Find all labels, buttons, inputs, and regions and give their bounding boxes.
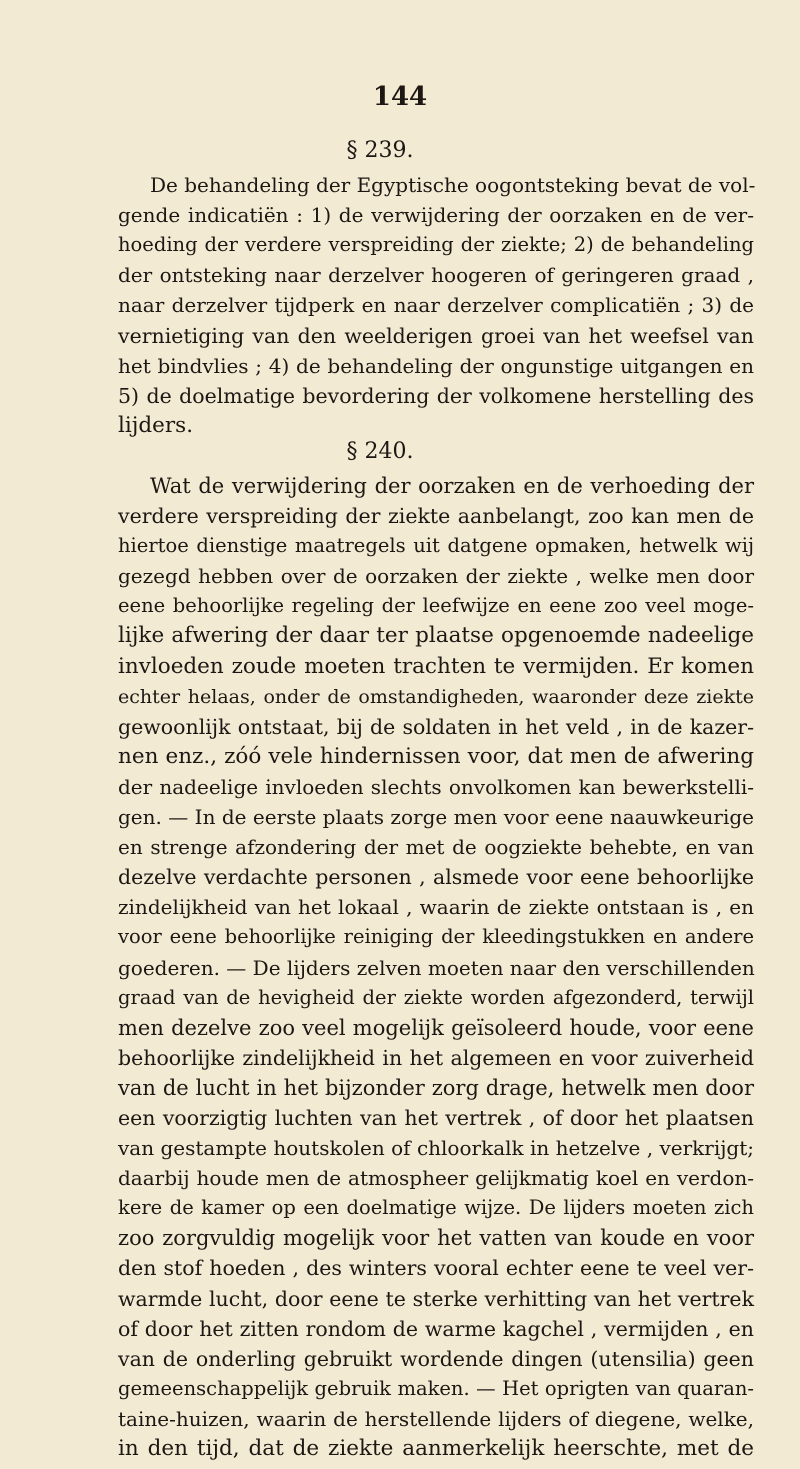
text-line: der nadeelige invloeden slechts onvolkomen kan bewerkstelli- xyxy=(118,775,754,799)
text-line: taine-huizen, waarin de herstellende lijders of diegene, welke, xyxy=(118,1407,754,1431)
text-line: dezelve verdachte personen , alsmede voor eene behoorlijke xyxy=(118,865,754,889)
text-line: gewoonlijk ontstaat, bij de soldaten in het veld , in de kazer- xyxy=(118,715,754,739)
text-line: het bindvlies ; 4) de behandeling der ongunstige uitgangen en xyxy=(118,354,754,378)
text-line: of door het zitten rondom de warme kagchel , vermijden , en xyxy=(118,1317,754,1341)
text-line: hiertoe dienstige maatregels uit datgene opmaken, hetwelk wij xyxy=(118,534,754,557)
text-line: Wat de verwijdering der oorzaken en de verhoeding der xyxy=(150,474,754,498)
text-line: De behandeling der Egyptische oogontsteking bevat de vol- xyxy=(150,173,756,197)
text-line: eene behoorlijke regeling der leefwijze en eene zoo veel moge- xyxy=(118,594,754,617)
text-line: van de lucht in het bijzonder zorg drage, hetwelk men door xyxy=(118,1076,754,1100)
text-line: invloeden zoude moeten trachten te vermijden. Er komen xyxy=(118,654,754,679)
text-line: lijke afwering der daar ter plaatse opgenoemde nadeelige xyxy=(118,623,754,648)
text-line: den stof hoeden , des winters vooral echter eene te veel ver- xyxy=(118,1256,754,1280)
text-line: warmde lucht, door eene te sterke verhitting van het vertrek xyxy=(118,1287,754,1311)
text-line: hoeding der verdere verspreiding der ziekte; 2) de behandeling xyxy=(118,233,754,256)
text-line: naar derzelver tijdperk en naar derzelver complicatiën ; 3) de xyxy=(118,293,754,317)
text-line: een voorzigtig luchten van het vertrek , of door het plaatsen xyxy=(118,1106,754,1130)
text-line: gemeenschappelijk gebruik maken. — Het oprigten van quaran- xyxy=(118,1377,754,1400)
text-line: kere de kamer op een doelmatige wijze. De lijders moeten zich xyxy=(118,1196,754,1219)
text-line: in den tijd, dat de ziekte aanmerkelijk heerschte, met de xyxy=(118,1436,754,1461)
text-line: gende indicatiën : 1) de verwijdering der oorzaken en de ver- xyxy=(118,203,754,227)
text-line: gen. — In de eerste plaats zorge men voor eene naauwkeurige xyxy=(118,805,754,829)
text-line: zindelijkheid van het lokaal , waarin de ziekte ontstaan is , en xyxy=(118,895,754,919)
text-line: 5) de doelmatige bevordering der volkomene herstelling des xyxy=(118,384,754,408)
text-line: men dezelve zoo veel mogelijk geïsoleerd houde, voor eene xyxy=(118,1016,754,1040)
text-line: daarbij houde men de atmospheer gelijkmatig koel en verdon- xyxy=(118,1166,754,1190)
text-line: goederen. — De lijders zelven moeten naar den verschillenden xyxy=(118,956,755,980)
text-line: vernietiging van den weelderigen groei van het weefsel van xyxy=(118,324,754,348)
text-line: voor eene behoorlijke reiniging der kleedingstukken en andere xyxy=(118,925,754,948)
text-line: en strenge afzondering der met de oogziekte behebte, en van xyxy=(118,835,754,859)
text-line: echter helaas, onder de omstandigheden, waaronder deze ziekte xyxy=(118,686,754,708)
text-line: nen enz., zóó vele hindernissen voor, dat men de afwering xyxy=(118,744,754,769)
page-number: 144 xyxy=(372,82,428,112)
section-heading-239: § 239. xyxy=(346,138,414,163)
text-line: behoorlijke zindelijkheid in het algemeen en voor zuiverheid xyxy=(118,1046,754,1070)
text-line: gezegd hebben over de oorzaken der ziekte , welke men door xyxy=(118,564,754,588)
text-line: zoo zorgvuldig mogelijk voor het vatten van koude en voor xyxy=(118,1226,754,1250)
text-line: graad van de hevigheid der ziekte worden afgezonderd, terwijl xyxy=(118,986,754,1009)
text-line: lijders. xyxy=(118,413,194,438)
text-line: verdere verspreiding der ziekte aanbelangt, zoo kan men de xyxy=(118,504,754,528)
section-heading-240: § 240. xyxy=(346,439,414,464)
text-line: van gestampte houtskolen of chloorkalk in hetzelve , verkrijgt; xyxy=(118,1136,754,1160)
text-line: der ontsteking naar derzelver hoogeren of geringeren graad , xyxy=(118,263,754,287)
text-line: van de onderling gebruikt wordende dingen (utensilia) geen xyxy=(118,1347,754,1371)
